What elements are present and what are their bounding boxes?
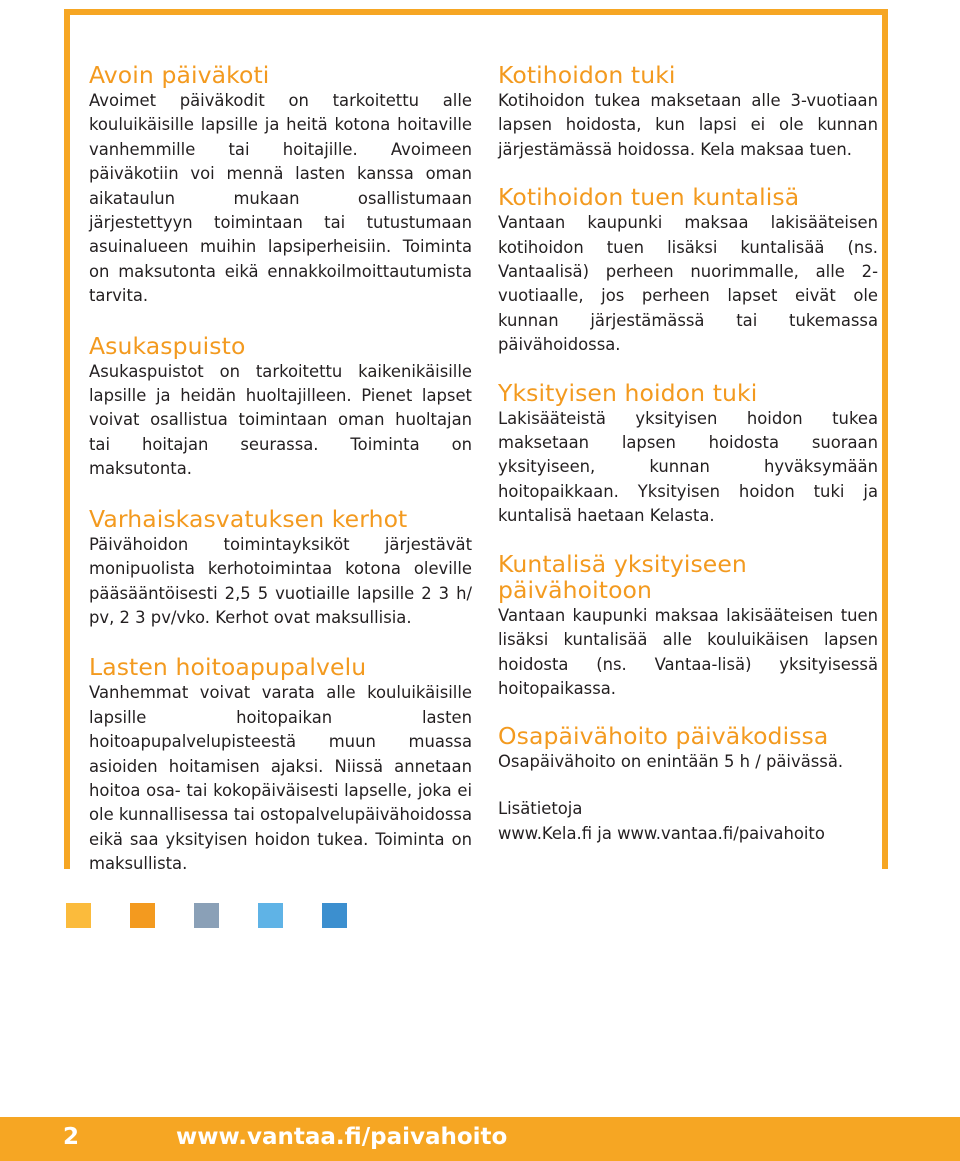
section-title: Yksityisen hoidon tuki <box>498 378 758 407</box>
page-number: 2 <box>63 1124 80 1150</box>
left-column <box>89 62 472 901</box>
section-title: Osapäivähoito päiväkodissa <box>498 722 829 751</box>
section-avoin-paivakoti <box>89 62 472 309</box>
section-kuntalisa-yksityiseen <box>498 551 878 702</box>
section-title: Avoin päiväkoti <box>89 61 270 89</box>
info-block <box>498 797 878 847</box>
section-title: Kotihoidon tuki <box>498 61 676 89</box>
section-body: Vantaan kaupunki maksaa lakisääteisen kotihoidon tuen lisäksi kuntalisää (ns. Vantaalisä) perheen nuorimmalle, alle 2-vuotiaalle, jos perheen lapset eivät ole kunnan järjestämässä tai tukemassa päivähoidossa. <box>498 213 878 355</box>
section-title: Varhaiskasvatuksen kerhot <box>89 504 408 533</box>
color-square-grey-blue <box>194 903 219 928</box>
section-kotihoidon-tuki <box>498 62 878 162</box>
section-body: Päivähoidon toimintayksiköt järjestävät monipuolista kerhotoimintaa kotona oleville pääsääntöisesti 2,5 5 vuotiaille lapsille 2 3 h/ pv, 2 3 pv/vko. Kerhot ovat maksullisia. <box>89 534 472 627</box>
section-varhaiskasvatuksen-kerhot <box>89 506 472 631</box>
section-title: Lasten hoitoapupalvelu <box>89 653 367 682</box>
color-square-yellow <box>66 903 91 928</box>
section-title: Kuntalisä yksityiseen päivähoitoon <box>498 549 747 604</box>
color-square-orange <box>130 903 155 928</box>
info-links[interactable]: www.Kela.fi ja www.vantaa.fi/paivahoito <box>498 824 825 844</box>
section-body: Osapäivähoito on enintään 5 h / päivässä. <box>498 752 844 772</box>
section-body: Avoimet päiväkodit on tarkoitettu alle kouluikäisille lapsille ja heitä kotona hoitaville vanhemmille tai hoitajille. Avoimeen päiväkotiin voi mennä lasten kanssa oman aikataulun mukaan osallistumaan järjestettyyn toimintaan tai tutustumaan asuinalueen muihin lapsiperheisiin. Toiminta on maksutonta eikä ennakkoilmoittautumista tarvita. <box>89 91 472 306</box>
section-body: Asukaspuistot on tarkoitettu kaikenikäisille lapsille ja heidän huoltajilleen. Pienet lapset voivat osallistua toimintaan oman huoltajan tai hoitajan seurassa. Toiminta on maksutonta. <box>89 361 472 479</box>
section-body: Vantaan kaupunki maksaa lakisääteisen tuen lisäksi kuntalisää alle kouluikäisen lapsen hoidosta (ns. Vantaa-lisä) yksityisessä hoitopaikassa. <box>498 605 878 698</box>
color-square-light-blue <box>258 903 283 928</box>
section-title: Kotihoidon tuen kuntalisä <box>498 183 800 212</box>
section-yksityisen-hoidon-tuki <box>498 380 878 529</box>
section-title: Asukaspuisto <box>89 331 246 360</box>
section-lasten-hoitoapupalvelu <box>89 654 472 876</box>
section-osapaivahoito <box>498 723 878 774</box>
section-kotihoidon-tuen-kuntalisa <box>498 184 878 357</box>
color-square-blue <box>322 903 347 928</box>
footer-url[interactable]: www.vantaa.fi/paivahoito <box>176 1124 508 1150</box>
section-body: Vanhemmat voivat varata alle kouluikäisille lapsille hoitopaikan lasten hoitoapupalvelupisteestä muun muassa asioiden hoitamisen ajaksi. Niissä annetaan hoitoa osa- tai kokopäiväisesti lapselle, joka ei ole kunnallisessa tai ostopalvelupäivähoidossa eikä saa yksityisen hoidon tukea. Toiminta on maksullista. <box>89 683 472 874</box>
section-asukaspuisto <box>89 333 472 482</box>
section-body: Kotihoidon tukea maksetaan alle 3-vuotiaan lapsen hoidosta, kun lapsi ei ole kunnan järjestämässä hoidossa. Kela maksaa tuen. <box>498 91 878 159</box>
section-body: Lakisääteistä yksityisen hoidon tukea maksetaan lapsen hoidosta suoraan yksityiseen, kunnan hyväksymään hoitopaikkaan. Yksityisen hoidon tuki ja kuntalisä haetaan Kelasta. <box>498 408 878 526</box>
right-column <box>498 62 878 869</box>
info-label: Lisätietoja <box>498 798 583 818</box>
